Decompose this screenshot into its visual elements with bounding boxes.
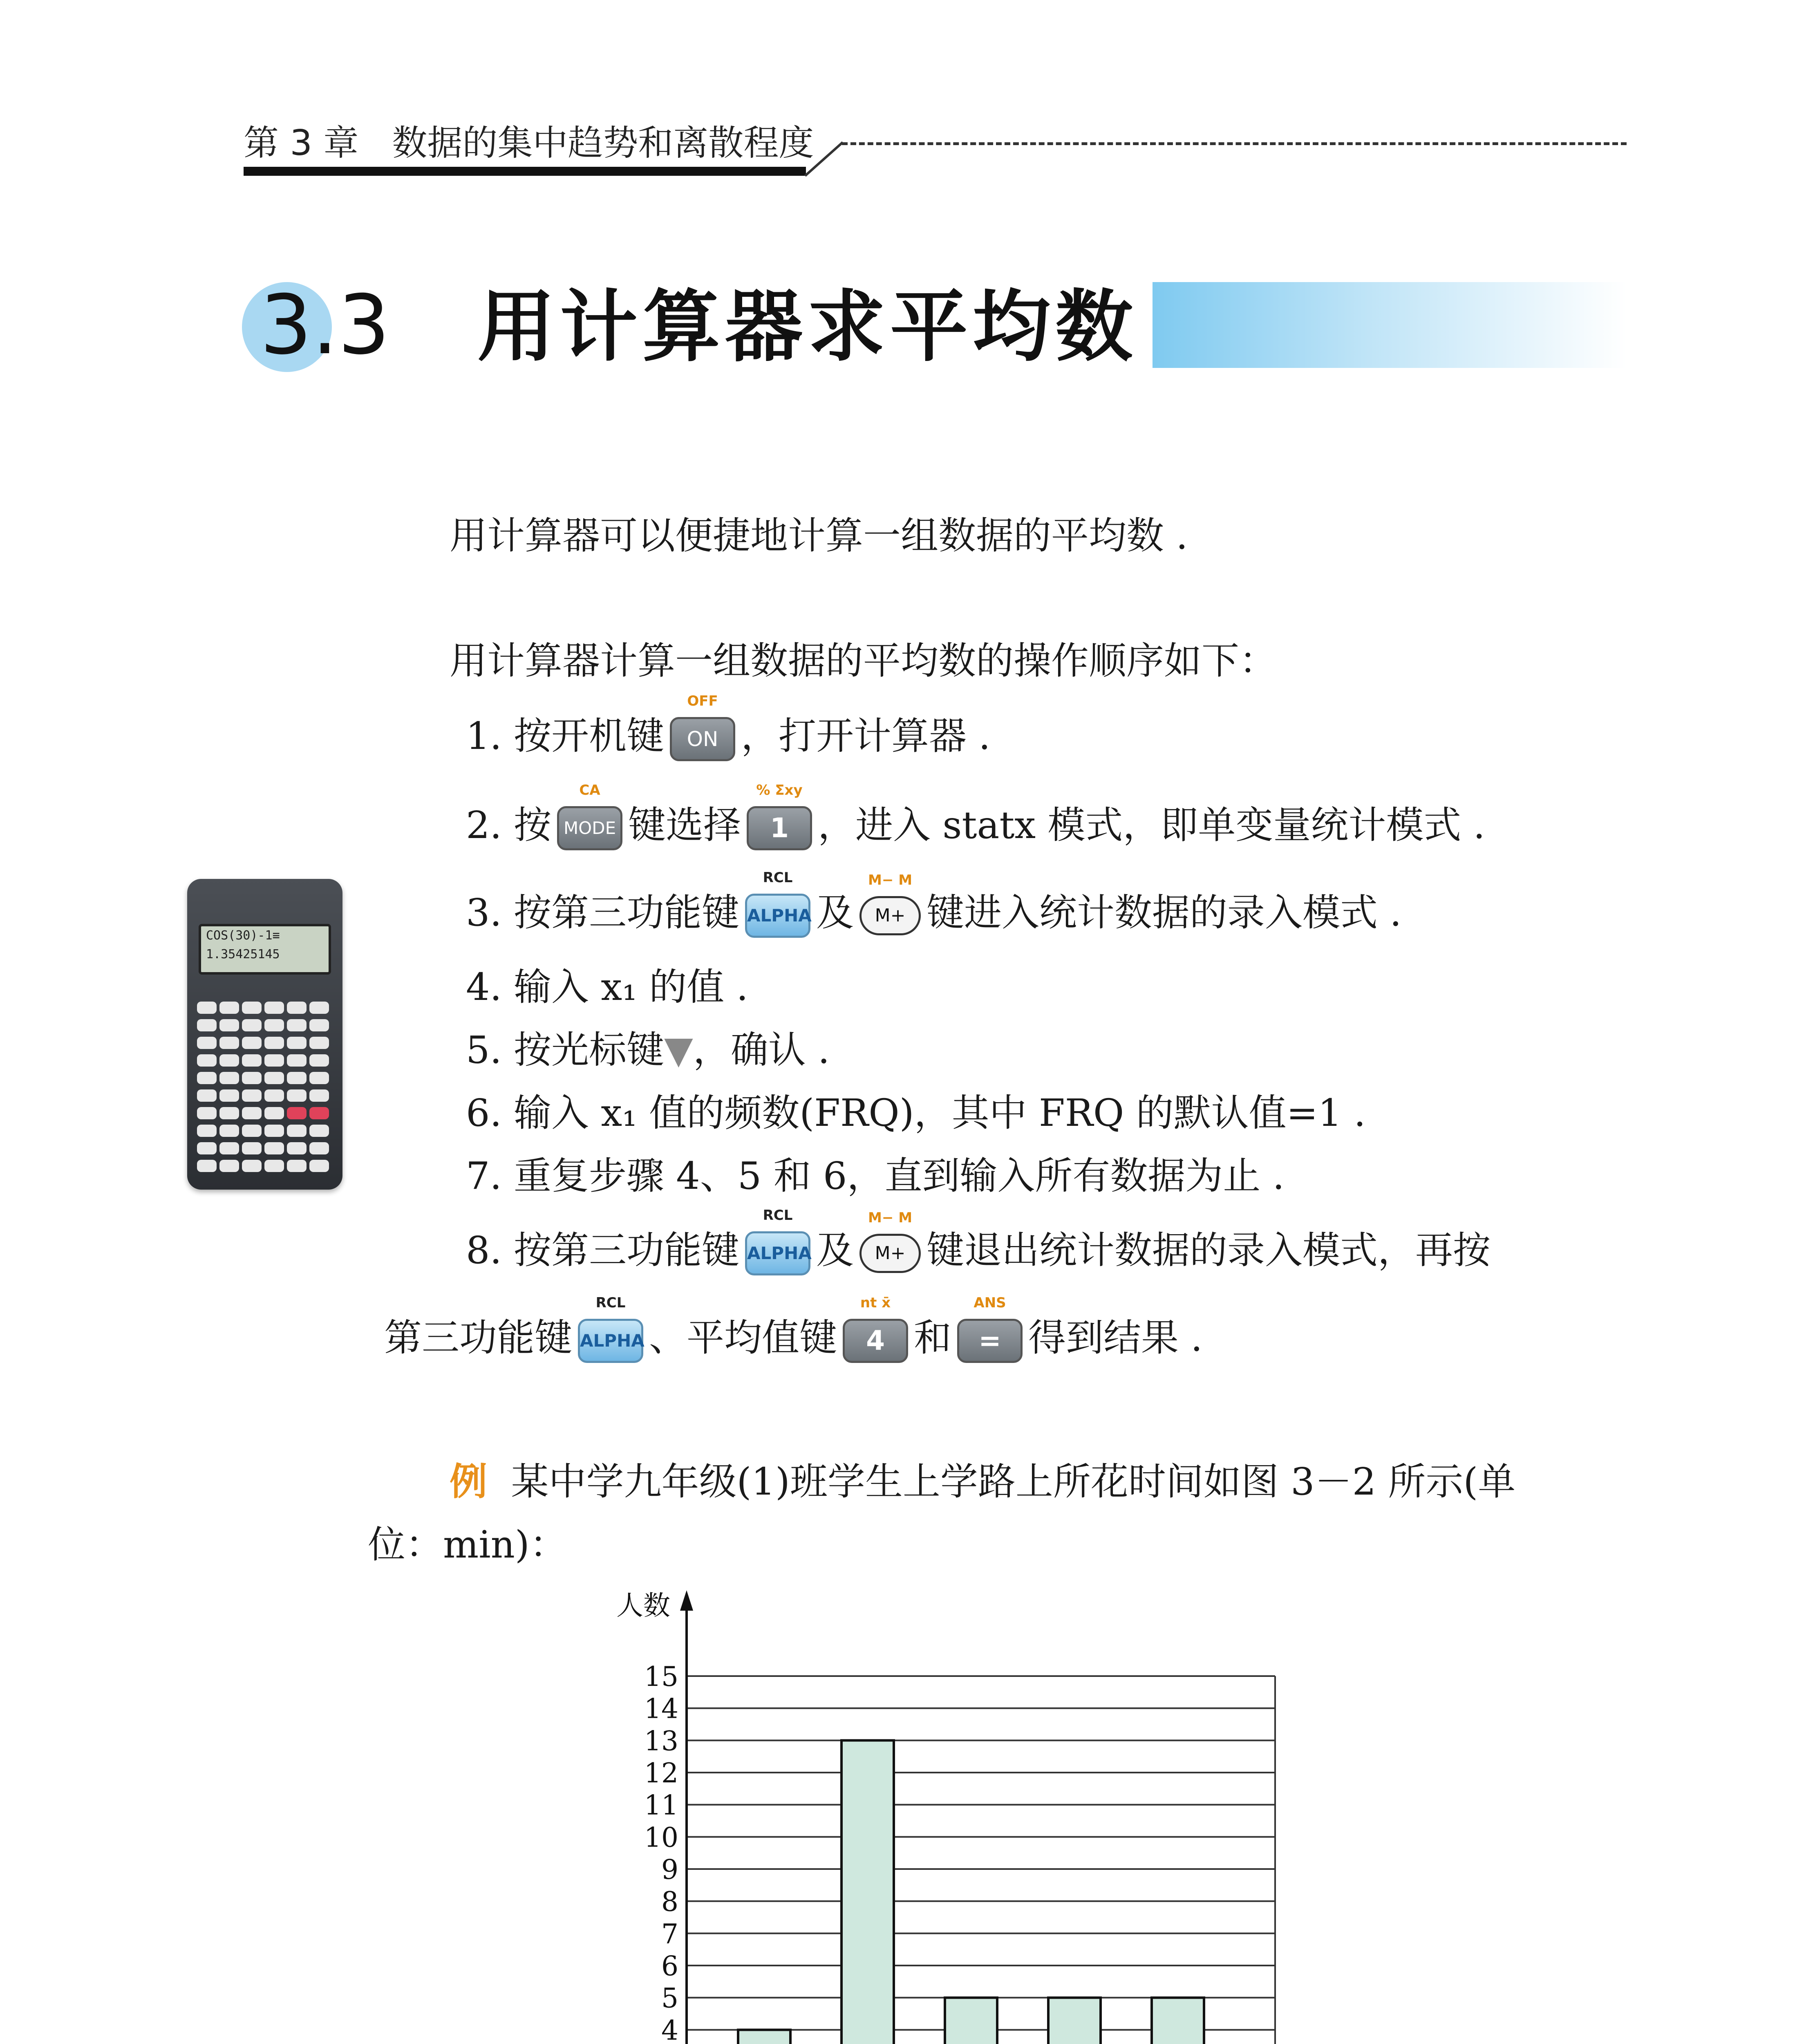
alpha-key-2: RCL ALPHA — [745, 1231, 810, 1275]
step-3: 3. 按第三功能键 RCL ALPHA 及 M− M M+ 键进入统计数据的录入模式 . — [466, 886, 1402, 939]
calculator-key — [264, 1072, 284, 1084]
calculator-image — [187, 879, 342, 1190]
four-key: nt x̄ 4 — [843, 1319, 908, 1363]
calculator-key — [309, 1037, 329, 1049]
calculator-key — [197, 1072, 217, 1084]
calculator-key — [264, 1037, 284, 1049]
intro-paragraph: 用计算器可以便捷地计算一组数据的平均数 . — [450, 514, 1188, 558]
y-tick-label: 6 — [661, 1950, 678, 1982]
step-4: 4. 输入 x₁ 的值 . — [466, 965, 748, 1009]
bar — [841, 1740, 894, 2044]
m-plus-key-2: M− M M+ — [859, 1234, 921, 1273]
y-tick-label: 14 — [644, 1693, 678, 1725]
title-gradient-bar — [1153, 282, 1627, 368]
calculator-key — [219, 1125, 239, 1137]
m-plus-key: M− M M+ — [859, 896, 921, 935]
mode-key: CA MODE — [557, 806, 622, 850]
y-tick-label: 13 — [644, 1725, 678, 1757]
calculator-key — [219, 1002, 239, 1014]
calculator-key — [309, 1125, 329, 1137]
calculator-key — [309, 1019, 329, 1031]
header-dashed-line — [842, 142, 1627, 145]
calculator-key — [287, 1125, 307, 1137]
header-underline — [244, 167, 806, 176]
calculator-key — [197, 1019, 217, 1031]
calculator-key — [287, 1107, 307, 1119]
bar — [738, 2030, 790, 2044]
calculator-key — [309, 1107, 329, 1119]
y-tick-label: 7 — [661, 1918, 678, 1950]
calculator-key — [197, 1160, 217, 1172]
section-title: 用计算器求平均数 — [477, 282, 1138, 372]
calculator-key — [242, 1125, 262, 1137]
on-key: OFF ON — [670, 717, 735, 761]
y-tick-label: 15 — [644, 1661, 678, 1692]
y-tick-label: 12 — [644, 1757, 678, 1789]
header-slash — [802, 135, 847, 180]
calculator-key — [264, 1142, 284, 1154]
calculator-key — [287, 1019, 307, 1031]
calculator-key — [219, 1037, 239, 1049]
step-5: 5. 按光标键▼，确认 . — [466, 1028, 830, 1072]
section-number: 3.3 — [260, 278, 390, 373]
calculator-key — [242, 1054, 262, 1067]
step-8: 8. 按第三功能键 RCL ALPHA 及 M− M M+ 键退出统计数据的录入模式，再按 — [466, 1224, 1490, 1277]
calculator-key — [287, 1054, 307, 1067]
running-header — [244, 123, 814, 164]
calculator-key — [287, 1037, 307, 1049]
calculator-key — [219, 1089, 239, 1102]
calculator-screen: COS(30)-1≡ 1.35425145 — [199, 924, 331, 975]
example-line-1: 例 某中学九年级(1)班学生上学路上所花时间如图 3－2 所示(单 — [450, 1460, 1516, 1504]
calculator-key — [242, 1142, 262, 1154]
y-tick-label: 9 — [661, 1854, 678, 1885]
cursor-down-arrow-icon: ▼ — [664, 1028, 693, 1072]
calculator-key — [287, 1072, 307, 1084]
calculator-key — [219, 1072, 239, 1084]
example-label: 例 — [450, 1460, 488, 1504]
alpha-key: RCL ALPHA — [745, 894, 810, 938]
calculator-key — [287, 1160, 307, 1172]
calculator-key — [287, 1089, 307, 1102]
step-7: 7. 重复步骤 4、5 和 6，直到输入所有数据为止 . — [466, 1154, 1285, 1198]
calculator-key — [309, 1160, 329, 1172]
calculator-key — [264, 1125, 284, 1137]
calculator-key — [242, 1002, 262, 1014]
step-1: 1. 按开机键 OFF ON ，打开计算器 . — [466, 710, 991, 763]
calculator-key — [264, 1054, 284, 1067]
y-tick-label: 8 — [661, 1886, 678, 1918]
calculator-key — [309, 1142, 329, 1154]
calculator-key — [197, 1107, 217, 1119]
calculator-key — [197, 1142, 217, 1154]
calculator-key — [264, 1019, 284, 1031]
bar-chart — [572, 1578, 1430, 2044]
calculator-key — [219, 1142, 239, 1154]
y-axis-label: 人数 — [616, 1590, 670, 1621]
bar — [945, 1998, 997, 2044]
calculator-key — [219, 1019, 239, 1031]
calculator-key — [219, 1160, 239, 1172]
one-key: % Σxy 1 — [747, 806, 812, 850]
calculator-key — [242, 1107, 262, 1119]
calculator-key — [242, 1072, 262, 1084]
y-tick-label: 10 — [644, 1822, 678, 1853]
step-2: 2. 按 CA MODE 键选择 % Σxy 1 ，进入 statx 模式，即单变量统计模式 . — [466, 799, 1485, 852]
calculator-key — [242, 1037, 262, 1049]
steps-intro: 用计算器计算一组数据的平均数的操作顺序如下： — [450, 639, 1277, 683]
calculator-key — [287, 1002, 307, 1014]
calculator-key — [197, 1037, 217, 1049]
chapter-label: 第 3 章 — [244, 123, 359, 164]
calculator-key — [264, 1160, 284, 1172]
y-axis-arrow-icon — [680, 1590, 693, 1611]
y-tick-label: 5 — [661, 1982, 678, 2014]
example-line-2: 位：min)： — [368, 1523, 567, 1567]
y-tick-label: 4 — [661, 2015, 678, 2044]
bar — [1048, 1998, 1101, 2044]
calculator-key — [197, 1089, 217, 1102]
step-8-continued: 第三功能键 RCL ALPHA 、平均值键 nt x̄ 4 和 ANS = 得到结果 . — [384, 1311, 1203, 1365]
calculator-key — [242, 1019, 262, 1031]
calculator-key — [197, 1054, 217, 1067]
calculator-key — [309, 1002, 329, 1014]
calculator-key — [197, 1002, 217, 1014]
calculator-key — [242, 1089, 262, 1102]
y-tick-label: 11 — [644, 1789, 678, 1821]
calculator-key — [287, 1142, 307, 1154]
alpha-key-3: RCL ALPHA — [578, 1319, 643, 1363]
calculator-key — [309, 1054, 329, 1067]
calculator-key — [264, 1089, 284, 1102]
calculator-key — [219, 1107, 239, 1119]
calculator-keypad — [197, 1002, 333, 1177]
calculator-key — [264, 1107, 284, 1119]
calculator-key — [197, 1125, 217, 1137]
chapter-title: 数据的集中趋势和离散程度 — [392, 123, 814, 164]
calculator-key — [242, 1160, 262, 1172]
equals-key: ANS = — [957, 1319, 1023, 1363]
calculator-key — [264, 1002, 284, 1014]
calculator-key — [309, 1089, 329, 1102]
calculator-key — [219, 1054, 239, 1067]
step-6: 6. 输入 x₁ 值的频数(FRQ)，其中 FRQ 的默认值=1 . — [466, 1091, 1366, 1135]
calculator-key — [309, 1072, 329, 1084]
bar — [1152, 1998, 1204, 2044]
